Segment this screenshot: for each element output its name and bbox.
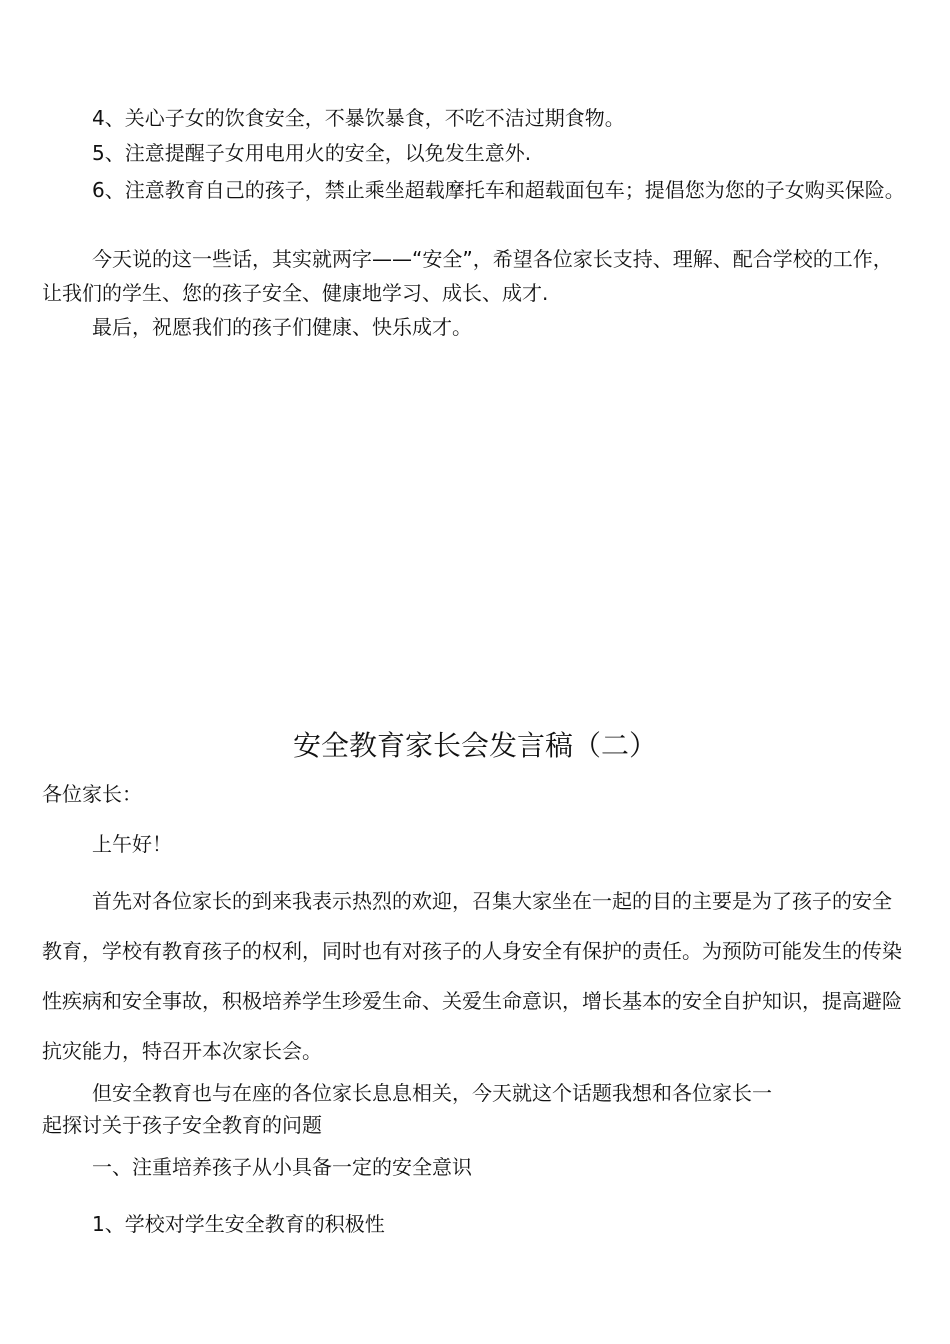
page-title: 安全教育家长会发言稿（二） xyxy=(292,729,657,762)
greeting: 上午好！ xyxy=(92,832,172,856)
second-paragraph-line2: 起探讨关于孩子安全教育的问题 xyxy=(42,1113,322,1137)
closing-line: 最后，祝愿我们的孩子们健康、快乐成才。 xyxy=(92,315,472,339)
item-5-text: 5、注意提醒子女用电用火的安全，以免发生意外. xyxy=(92,141,532,165)
item-4-text: 4、关心子女的饮食安全，不暴饮暴食，不吃不洁过期食物。 xyxy=(92,106,625,130)
summary-paragraph: 今天说的这一些话，其实就两字——“安全”，希望各位家长支持、理解、配合学校的工作，让我们的学生、您的孩子安全、健康地学习、成长、成才. xyxy=(42,247,893,305)
subheading-1: 1、学校对学生安全教育的积极性 xyxy=(92,1212,385,1236)
second-paragraph-line1: 但安全教育也与在座的各位家长息息相关，今天就这个话题我想和各位家长一 xyxy=(92,1081,772,1105)
item-6-text: 6、注意教育自己的孩子，禁止乘坐超载摩托车和超载面包车；提倡您为您的子女购买保险。 xyxy=(92,178,905,202)
salutation: 各位家长： xyxy=(42,782,142,806)
intro-paragraph: 首先对各位家长的到来我表示热烈的欢迎，召集大家坐在一起的目的主要是为了孩子的安全教育，学校有教育孩子的权利，同时也有对孩子的人身安全有保护的责任。为预防可能发生的传染性疾病和安全事故，积极培养学生珍爱生命、关爱生命意识，增长基本的安全自护知识，提高避险抗灾能力，特召开本次家长会。 xyxy=(42,889,902,1063)
section-heading-1: 一、注重培养孩子从小具备一定的安全意识 xyxy=(92,1155,472,1179)
